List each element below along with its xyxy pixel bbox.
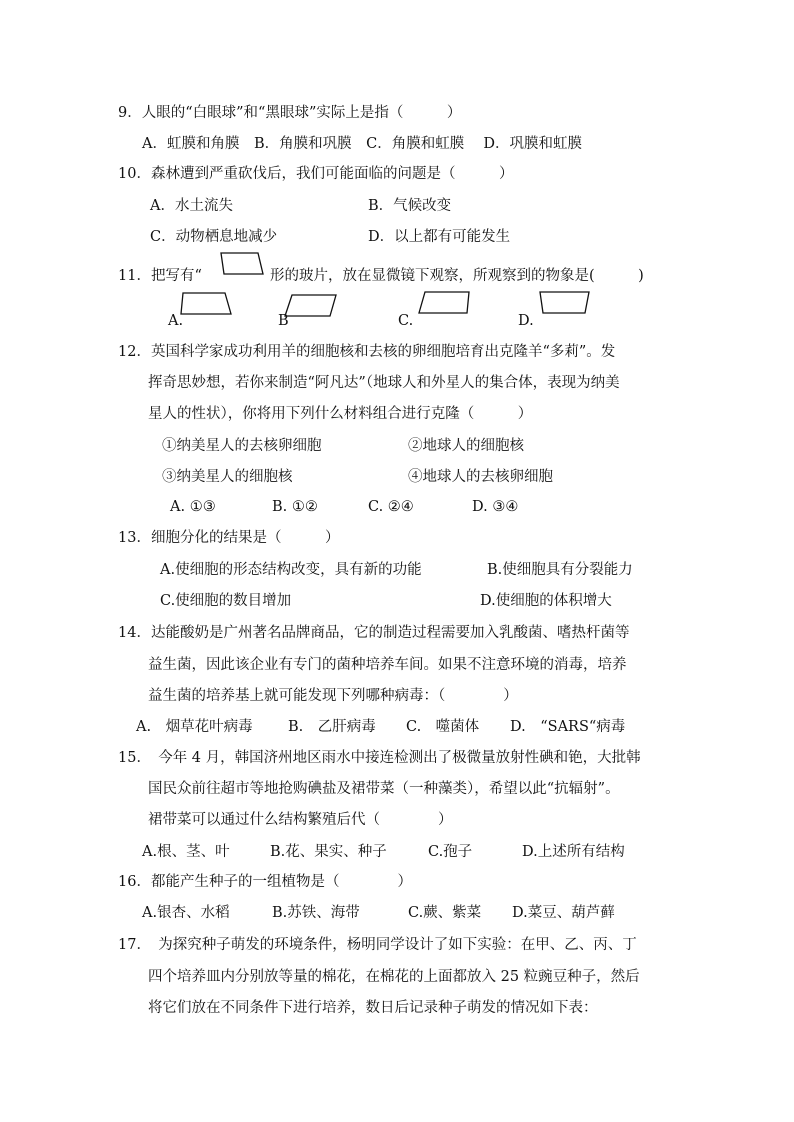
q12-item-3: ③纳美星人的细胞核 [162, 469, 293, 485]
q14-option-b: B. 乙肝病毒 [288, 719, 376, 735]
q11-option-c-figure [418, 290, 472, 316]
q11-option-b-figure [284, 293, 340, 319]
q15-option-b: B.花、果实、种子 [270, 844, 387, 860]
q11-option-a: A. [168, 313, 184, 329]
q11-option-c: C. [398, 313, 414, 329]
q9-stem: 9．人眼的“白眼球”和“黑眼球”实际上是指（ ） [118, 105, 462, 121]
q16-stem: 16．都能产生种子的一组植物是（ ） [118, 874, 412, 890]
q11-stem-start: 11．把写有“ [118, 268, 202, 284]
q12-option-d: D. ③④ [472, 499, 519, 515]
q9-options: A．虹膜和角膜 B．角膜和巩膜 C．角膜和虹膜 D．巩膜和虹膜 [142, 136, 582, 152]
q12-line-2: 挥奇思妙想，若你来制造“阿凡达”（地球人和外星人的集合体，表现为纳美 [148, 375, 620, 391]
q11-option-a-figure [180, 291, 234, 317]
q12-line-3: 星人的性状），你将用下列什么材料组合进行克隆（ ） [148, 406, 533, 422]
q13-option-d: D.使细胞的体积增大 [480, 593, 612, 609]
q12-option-a: A. ①③ [170, 499, 216, 515]
q14-option-d: D. “SARS“病毒 [510, 719, 626, 735]
q15-option-d: D.上述所有结构 [522, 844, 625, 860]
q11-option-d-figure [538, 290, 592, 316]
q10-stem: 10．森林遭到严重砍伐后，我们可能面临的问题是（ ） [118, 166, 514, 182]
q15-option-c: C.孢子 [428, 844, 473, 860]
q13-stem: 13．细胞分化的结果是（ ） [118, 530, 340, 546]
q16-option-c: C.蕨、紫菜 [408, 905, 482, 921]
q14-option-c: C. 噬菌体 [406, 719, 480, 735]
q17-line-3: 将它们放在不同条件下进行培养，数日后记录种子萌发的情况如下表： [148, 1000, 598, 1016]
q10-option-c: C．动物栖息地减少 [150, 229, 278, 245]
q11-option-b: B [278, 313, 289, 329]
q11-stem-end: 形的玻片，放在显微镜下观察，所观察到的物象是( ) [270, 268, 644, 284]
q16-option-d: D.菜豆、葫芦藓 [512, 905, 615, 921]
q13-option-c: C.使细胞的数目增加 [160, 593, 292, 609]
q14-line-2: 益生菌，因此该企业有专门的菌种培养车间。如果不注意环境的消毒，培养 [148, 657, 627, 673]
q10-option-d: D．以上都有可能发生 [368, 229, 511, 245]
q16-option-a: A.银杏、水稻 [142, 905, 230, 921]
q17-line-1: 17． 为探究种子萌发的环境条件，杨明同学设计了如下实验：在甲、乙、丙、丁 [118, 937, 637, 953]
q15-line-2: 国民众前往超市等地抢购碘盐及裙带菜（一种藻类），希望以此“抗辐射”。 [148, 781, 620, 797]
q12-line-1: 12．英国科学家成功利用羊的细胞核和去核的卵细胞培育出克隆羊“多莉”。发 [118, 344, 616, 360]
q10-option-a: A．水土流失 [150, 198, 233, 214]
q17-line-2: 四个培养皿内分别放等量的棉花，在棉花的上面都放入 25 粒豌豆种子，然后 [148, 969, 640, 985]
q15-option-a: A.根、茎、叶 [142, 844, 230, 860]
q12-item-2: ②地球人的细胞核 [408, 438, 524, 454]
q15-line-1: 15． 今年 4 月，韩国济州地区雨水中接连检测出了极微量放射性碘和铯，大批韩 [118, 750, 641, 766]
q11-stem-figure [220, 252, 264, 276]
q12-option-c: C. ②④ [368, 499, 414, 515]
q16-option-b: B.苏铁、海带 [272, 905, 360, 921]
q12-item-1: ①纳美星人的去核卵细胞 [162, 438, 322, 454]
q10-option-b: B．气候改变 [368, 198, 452, 214]
q15-line-3: 裙带菜可以通过什么结构繁殖后代（ ） [148, 812, 453, 828]
q11-option-d: D. [518, 313, 534, 329]
q13-option-b: B.使细胞具有分裂能力 [487, 562, 633, 578]
q13-option-a: A.使细胞的形态结构改变，具有新的功能 [160, 562, 422, 578]
q14-line-3: 益生菌的培养基上就可能发现下列哪种病毒：（ ） [148, 688, 518, 704]
q12-item-4: ④地球人的去核卵细胞 [408, 469, 553, 485]
q14-line-1: 14．达能酸奶是广州著名品牌商品，它的制造过程需要加入乳酸菌、嗜热杆菌等 [118, 625, 630, 641]
q12-option-b: B. ①② [272, 499, 318, 515]
q14-option-a: A. 烟草花叶病毒 [136, 719, 253, 735]
